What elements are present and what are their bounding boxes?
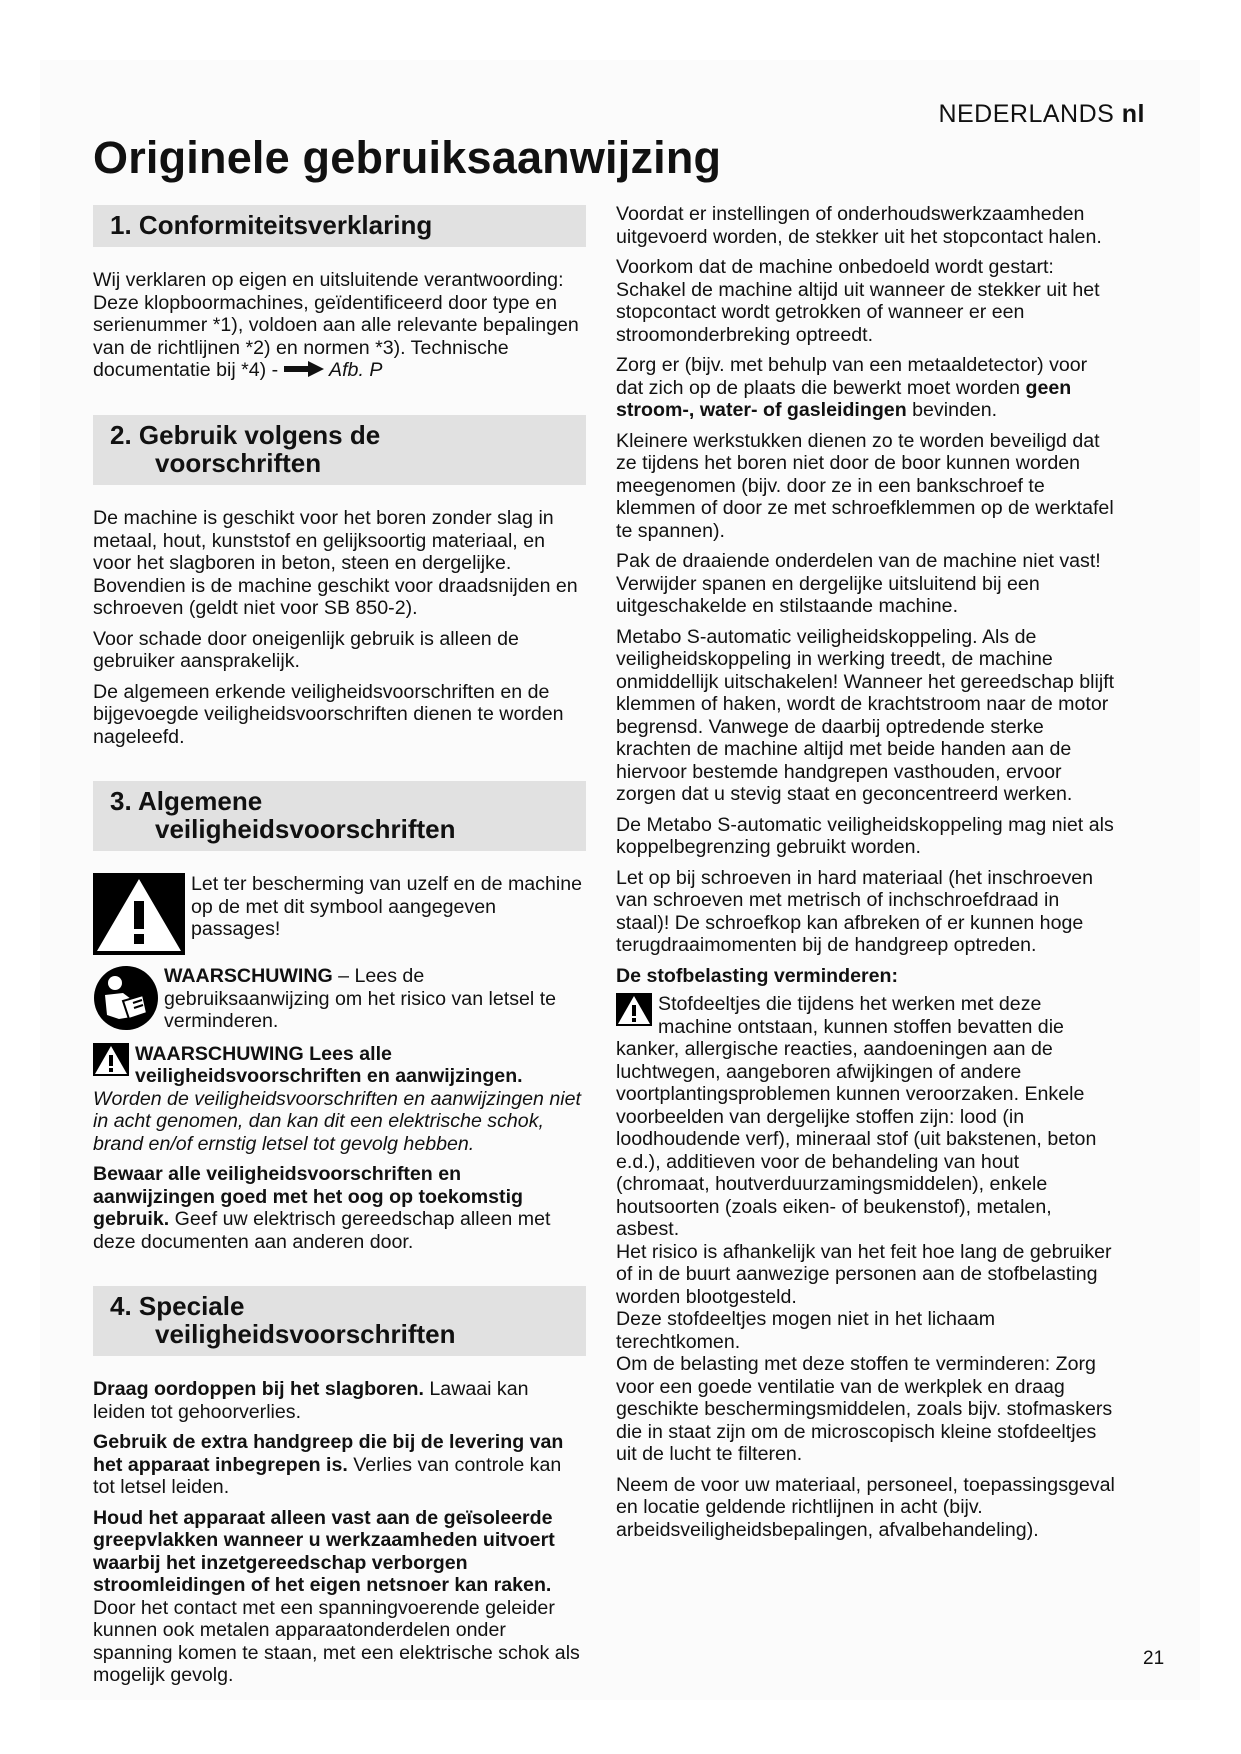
section-4-heading: 4. Speciale veiligheidsvoorschriften <box>93 1286 586 1356</box>
warning-triangle-icon <box>93 873 185 955</box>
warning-all-instructions: WAARSCHUWING Lees alle veiligheidsvoorschriften en aanwijzingen. Worden de veiligheidsvoorschriften en aanwijzingen niet in acht genomen, dan kan dit een elektrische schok, brand en/of ernstig letsel tot gevolg hebben. <box>93 1042 581 1155</box>
section-2-paragraph: Voor schade door oneigenlijk gebruik is alleen de gebruiker aansprakelijk. <box>93 627 519 673</box>
section-4-paragraph: Draag oordoppen bij het slagboren. Lawaai kan leiden tot gehoorverlies. <box>93 1378 529 1423</box>
section-4-paragraph: Houd het apparaat alleen vast aan de geïsoleerde greepvlakken wanneer u werkzaamheden uitvoert waarbij het inzetgereedschap verborgen stroomleidingen of het eigen netsnoer kan raken. Door het contact met een spanningvoerende geleider kunnen ook metalen apparaatonderdelen onder spanning komen te staan, met een elektrische schok als mogelijk gevolg. <box>93 1506 580 1687</box>
right-column <box>616 203 1116 1549</box>
right-paragraph: Metabo S-automatic veiligheidskoppeling. Als de veiligheidskoppeling in werking treedt, de machine onmiddellijk uitschakelen! Wanneer het gereedschap blijft klemmen of haken, wordt de krachtstroom naar de motor begrensd. Vanwege de daarbij optredende sterke krachten de machine altijd met beide handen aan de hiervoor bestemde handgrepen vasthouden, ervoor zorgen dat u stevig staat en geconcentreerd werken. <box>616 625 1115 805</box>
right-paragraph: De Metabo S-automatic veiligheidskoppeling mag niet als koppelbegrenzing gebruikt worden. <box>616 813 1114 858</box>
dust-paragraph: Het risico is afhankelijk van het feit hoe lang de gebruiker of in de buurt aanwezige personen aan de stofbelasting worden blootgesteld. <box>616 1240 1112 1308</box>
section-2-paragraph: De algemeen erkende veiligheidsvoorschriften en de bijgevoegde veiligheidsvoorschriften dienen te worden nageleefd. <box>93 680 564 748</box>
arrow-right-icon <box>284 360 324 383</box>
page-number: 21 <box>1143 1648 1165 1669</box>
dust-paragraph: Om de belasting met deze stoffen te verminderen: Zorg voor een goede ventilatie van de werkplek en draag geschikte beschermingsmiddelen, zoals bijv. stofmaskers die in staat zijn om de microscopisch kleine stofdeeltjes uit de lucht te filteren. <box>616 1353 1113 1465</box>
section-1-text: Wij verklaren op eigen en uitsluitende verantwoording: Deze klopboormachines, geïdentificeerd door type en serienummer *1), voldoen aan alle relevante bepalingen van de richtlijnen *2) en normen *3). Technische documentatie bij *4) - Afb. P <box>93 269 579 381</box>
left-column <box>93 200 586 1695</box>
read-manual-block: WAARSCHUWING – Lees de gebruiksaanwijzing om het risico van letsel te verminderen. <box>93 965 586 1041</box>
page-title: Originele gebruiksaanwijzing <box>93 132 722 183</box>
keep-instructions: Bewaar alle veiligheidsvoorschriften en aanwijzingen goed met het oog op toekomstig gebruik. Geef uw elektrisch gereedschap alleen met deze documenten aan anderen door. <box>93 1163 551 1253</box>
right-paragraph: Zorg er (bijv. met behulp van een metaaldetector) voor dat zich op de plaats die bewerkt moet worden geen stroom-, water- of gasleidingen bevinden. <box>616 354 1088 421</box>
section-3-heading: 3. Algemene veiligheidsvoorschriften <box>93 781 586 851</box>
warning-symbol-block: Let ter bescherming van uzelf en de machine op de met dit symbool aangegeven passages! <box>93 873 586 957</box>
section-2-paragraph: De machine is geschikt voor het boren zonder slag in metaal, hout, kunststof en gelijksoortig materiaal, en voor het slagboren in beton, steen en dergelijke. Bovendien is de machine geschikt voor draadsnijden en schroeven (geldt niet voor SB 850-2). <box>93 507 578 620</box>
section-2-heading: 2. Gebruik volgens de voorschriften <box>93 415 586 485</box>
section-4-paragraph: Gebruik de extra handgreep die bij de levering van het apparaat inbegrepen is. Verlies van controle kan tot letsel leiden. <box>93 1431 564 1499</box>
dust-paragraph: Deze stofdeeltjes mogen niet in het lichaam terechtkomen. <box>616 1308 996 1353</box>
right-paragraph: Let op bij schroeven in hard materiaal (het inschroeven van schroeven met metrisch of inchschroefdraad in staal)! De schroefkop kan afbreken of er kunnen hoge terugdraaimomenten bij de handgreep optreden. <box>616 866 1094 956</box>
section-1-heading: 1. Conformiteitsverklaring <box>93 205 586 247</box>
warning-triangle-icon <box>616 993 652 1026</box>
right-paragraph: Kleinere werkstukken dienen zo te worden beveiligd dat ze tijdens het boren niet door de boor kunnen worden meegenomen (bijv. door ze in een bankschroef te klemmen of door ze met schroefklemmen op de werktafel te spannen). <box>616 429 1114 542</box>
dust-heading: De stofbelasting verminderen: <box>616 964 898 987</box>
language-tag: NEDERLANDS nl <box>938 100 1145 128</box>
right-paragraph: Neem de voor uw materiaal, personeel, toepassingsgeval en locatie geldende richtlijnen in acht (bijv. arbeidsveiligheidsbepalingen, afvalbehandeling). <box>616 1473 1115 1541</box>
dust-paragraph: Stofdeeltjes die tijdens het werken met deze machine ontstaan, kunnen stoffen bevatten die kanker, allergische reacties, aandoeningen aan de luchtwegen, aangeboren afwijkingen of andere voortplantingsproblemen kunnen veroorzaken. Enkele voorbeelden van dergelijke stoffen zijn: lood (in loodhoudende verf), mineraal stof (uit bakstenen, beton e.d.), additieven voor de behandeling van hout (chromaat, houtverduurzamingsmiddelen), enkele houtsoorten (zoals eiken- of beukenstof), metalen, asbest. <box>616 993 1097 1240</box>
right-paragraph: Voordat er instellingen of onderhoudswerkzaamheden uitgevoerd worden, de stekker uit het stopcontact halen. <box>616 203 1102 248</box>
right-paragraph: Pak de draaiende onderdelen van de machine niet vast! Verwijder spanen en dergelijke uitsluitend bij een uitgeschakelde en stilstaande machine. <box>616 550 1101 617</box>
right-paragraph: Voorkom dat de machine onbedoeld wordt gestart: Schakel de machine altijd uit wanneer de stekker uit het stopcontact wordt getrokken of wanneer er een stroomonderbreking optreedt. <box>616 256 1100 346</box>
warning-triangle-icon <box>93 1043 129 1076</box>
read-manual-icon <box>93 965 159 1031</box>
